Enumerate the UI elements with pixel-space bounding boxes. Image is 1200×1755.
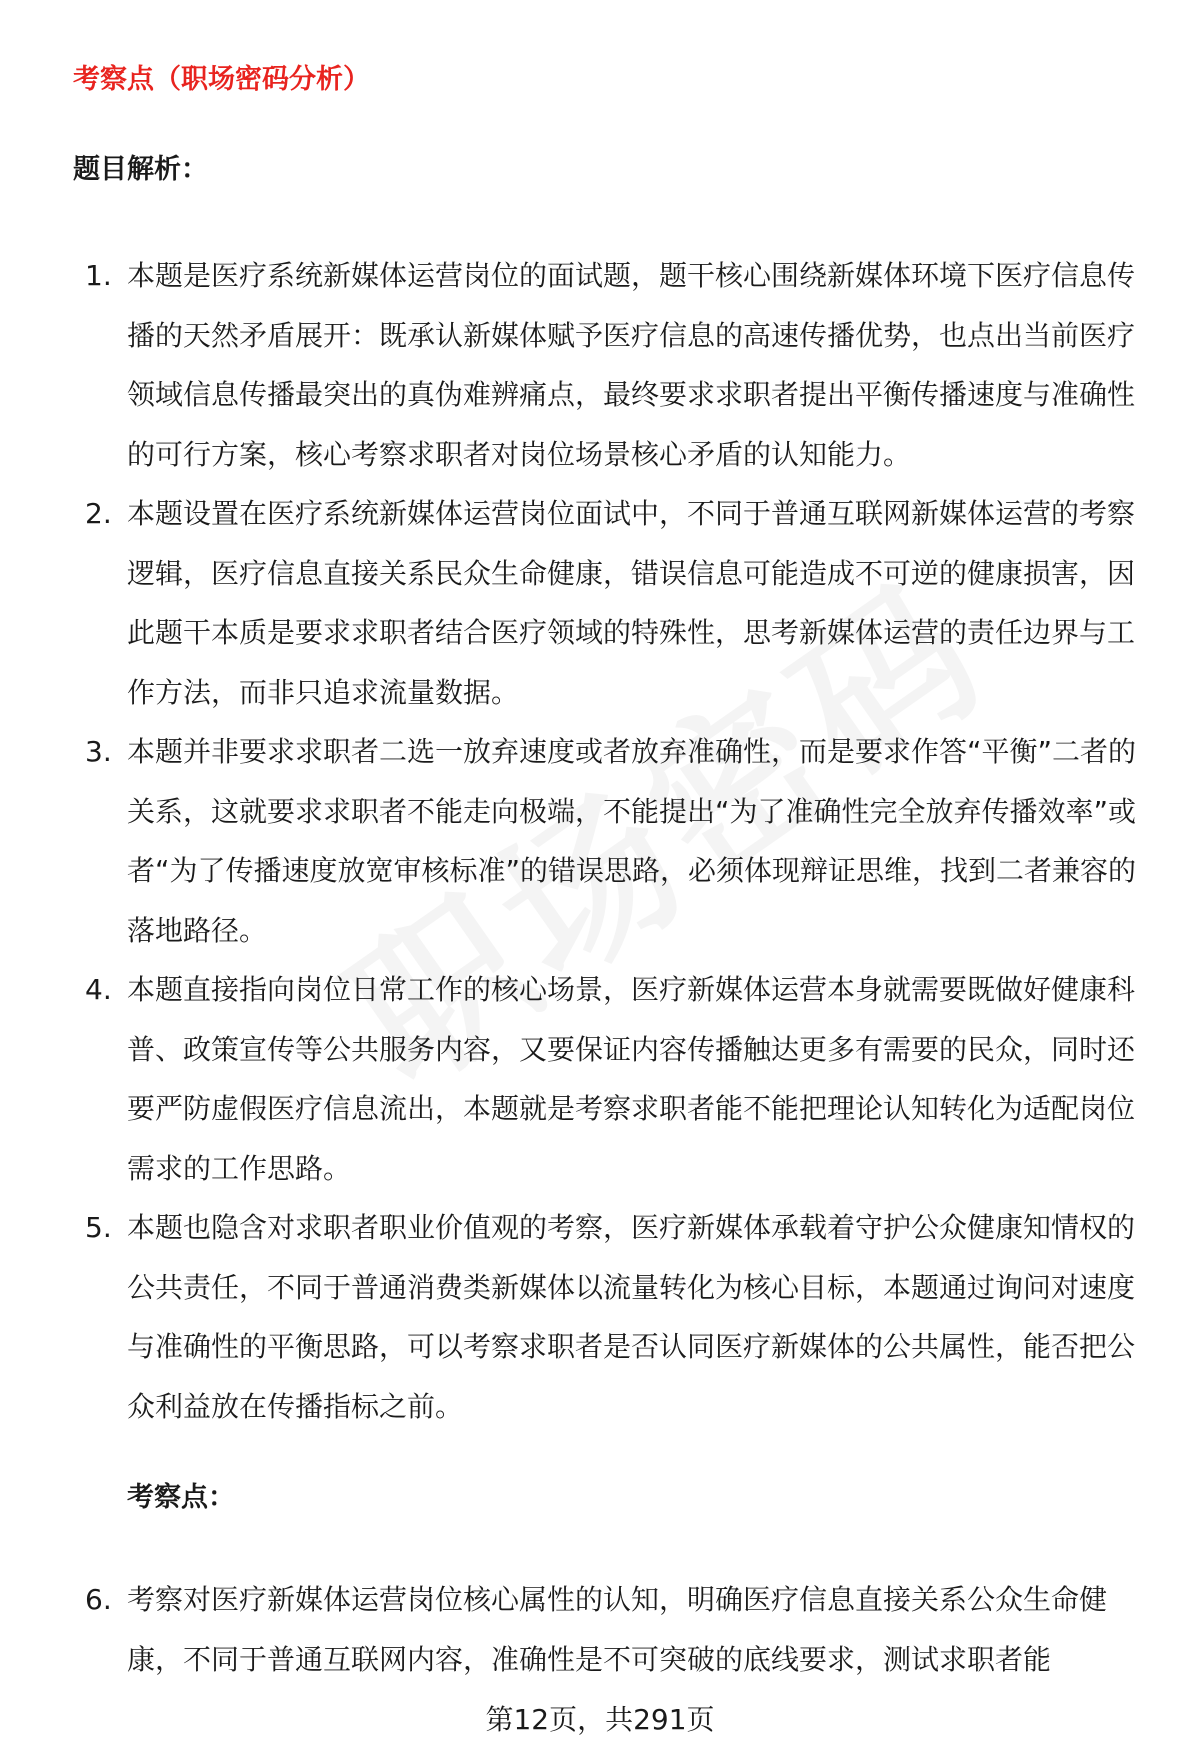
list-item-number: 4. — [85, 973, 112, 1006]
page-heading: 考察点（职场密码分析） — [73, 64, 370, 95]
analysis-heading: 题目解析： — [73, 154, 208, 185]
list-item-text: 本题并非要求求职者二选一放弃速度或者放弃准确性，而是要求作答“平衡”二者的关系，这就要求求职者不能走向极端，不能提出“为了准确性完全放弃传播效率”或者“为了传播速度放宽审核标准”的错误思路，必须体现辩证思维，找到二者兼容的落地路径。 — [127, 735, 1137, 947]
list-item — [73, 960, 1143, 1198]
page-number: 第12页，共291页 — [485, 1703, 715, 1736]
list-item — [73, 1198, 1143, 1436]
list-item-text: 本题直接指向岗位日常工作的核心场景，医疗新媒体运营本身就需要既做好健康科普、政策宣传等公共服务内容，又要保证内容传播触达更多有需要的民众，同时还要严防虚假医疗信息流出，本题就是考察求职者能不能把理论认知转化为适配岗位需求的工作思路。 — [127, 973, 1136, 1185]
list-item-number: 3. — [85, 735, 112, 768]
list-item — [73, 246, 1143, 484]
list-item-text: 本题是医疗系统新媒体运营岗位的面试题，题干核心围绕新媒体环境下医疗信息传播的天然矛盾展开：既承认新媒体赋予医疗信息的高速传播优势，也点出当前医疗领域信息传播最突出的真伪难辨痛点，最终要求求职者提出平衡传播速度与准确性的可行方案，核心考察求职者对岗位场景核心矛盾的认知能力。 — [127, 259, 1136, 471]
list-item-number: 6. — [85, 1583, 112, 1616]
list-item-text: 考察对医疗新媒体运营岗位核心属性的认知，明确医疗信息直接关系公众生命健康，不同于普通互联网内容，准确性是不可突破的底线要求，测试求职者能 — [127, 1583, 1108, 1676]
list-item-number: 5. — [85, 1211, 112, 1244]
list-item — [73, 1570, 1143, 1689]
list-item — [73, 484, 1143, 722]
list-item-text: 本题也隐含对求职者职业价值观的考察，医疗新媒体承载着守护公众健康知情权的公共责任，不同于普通消费类新媒体以流量转化为核心目标，本题通过询问对速度与准确性的平衡思路，可以考察求职者是否认同医疗新媒体的公共属性，能否把公众利益放在传播指标之前。 — [127, 1211, 1136, 1423]
points-list — [73, 1570, 1143, 1689]
list-item — [73, 722, 1143, 960]
list-item-number: 2. — [85, 497, 112, 530]
list-item-text: 本题设置在医疗系统新媒体运营岗位面试中，不同于普通互联网新媒体运营的考察逻辑，医疗信息直接关系民众生命健康，错误信息可能造成不可逆的健康损害，因此题干本质是要求求职者结合医疗领域的特殊性，思考新媒体运营的责任边界与工作方法，而非只追求流量数据。 — [127, 497, 1136, 709]
points-heading: 考察点： — [127, 1482, 235, 1513]
analysis-list — [73, 246, 1143, 1436]
list-item-number: 1. — [85, 259, 112, 292]
